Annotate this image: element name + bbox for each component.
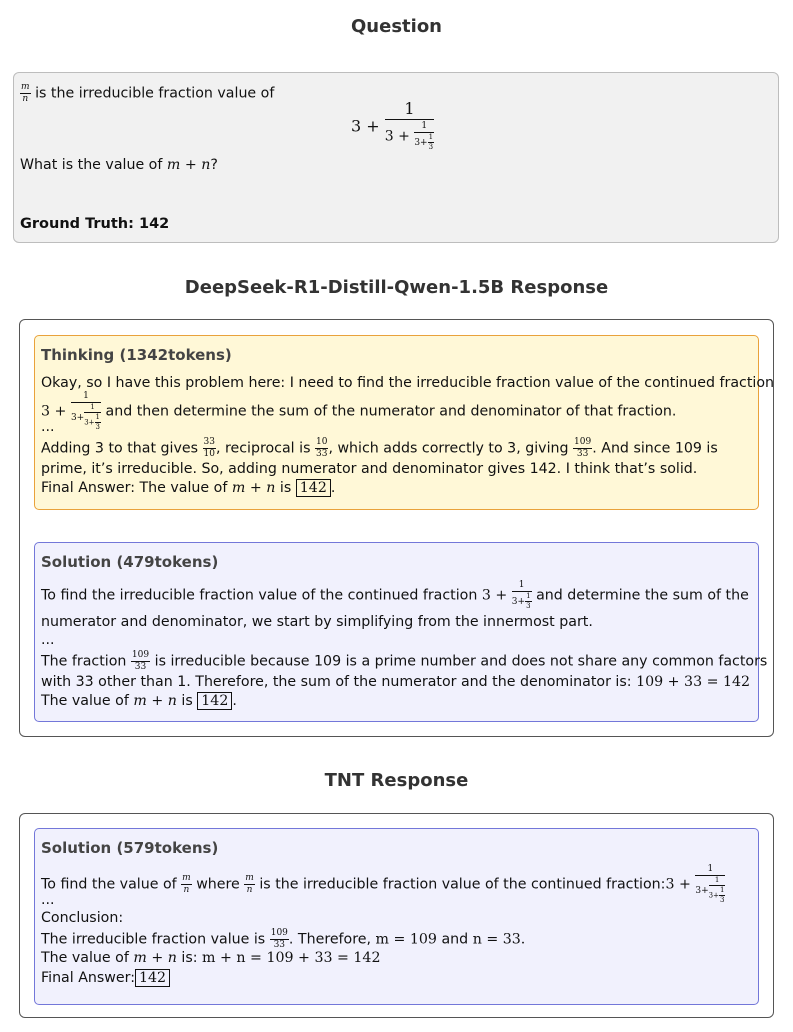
question-intro [20, 83, 274, 104]
deepseek-solution-line-2: numerator and denominator, we start by simplifying from the innermost part. [41, 614, 593, 630]
continued-fraction-display: 3 + 1 3 + 1 3+ $\frac{1}{3}$ [351, 99, 434, 151]
deepseek-heading: DeepSeek-R1-Distill-Qwen-1.5B Response [184, 277, 609, 298]
tnt-response-box [19, 813, 774, 1018]
thinking-boxed-answer: 142 [296, 479, 331, 497]
deepseek-solution-boxed-answer: 142 [197, 692, 232, 710]
tnt-solution-line-5: The value of m + n is: m + n = 109 + 33 = 142 [41, 950, 381, 966]
tnt-solution-final: Final Answer: 142 [41, 969, 170, 987]
thinking-title: Thinking (1342tokens) [41, 346, 232, 364]
tnt-solution-ellipsis: ... [41, 892, 55, 908]
thinking-line-5: prime, it’s irreducible. So, adding numerator and denominator gives 142. I think that’s solid. [41, 461, 698, 477]
deepseek-solution-ellipsis: ... [41, 632, 55, 648]
thinking-line-2: 3 + 1 3+ 1 3+ $\frac{1}{3}$ and then determine the sum of the numerator and denominator of that fraction. [41, 391, 677, 431]
deepseek-solution-title: Solution (479tokens) [41, 553, 219, 571]
question-intro-text: is the irreducible fraction value of [35, 85, 275, 102]
ground-truth-label: Ground Truth: [20, 216, 134, 232]
question-ask: What is the value of m + n? [20, 157, 218, 173]
deepseek-solution-line-1: To find the irreducible fraction value of the continued fraction 3 + 1 3+ $\frac{1}{3}$ and determine the sum of the [41, 580, 749, 610]
tnt-solution-boxed-answer: 142 [135, 969, 170, 987]
deepseek-solution-box [34, 542, 768, 722]
deepseek-solution-line-5: with 33 other than 1. Therefore, the sum of the numerator and the denominator is: 109 + 33 = 142 [41, 674, 751, 690]
question-box [13, 72, 779, 243]
question-heading: Question [351, 16, 442, 37]
tnt-solution-title: Solution (579tokens) [41, 839, 219, 857]
deepseek-response-box [19, 319, 774, 737]
thinking-line-1: Okay, so I have this problem here: I need to find the irreducible fraction value of the continued fraction [41, 375, 775, 391]
ground-truth [20, 215, 169, 233]
tnt-solution-box [34, 828, 759, 1005]
tnt-solution-line-4: The irreducible fraction value is $\frac{109}{33}$ . Therefore, m = 109 and n = 33. [41, 928, 526, 950]
deepseek-solution-line-4: The fraction $\frac{109}{33}$ is irreducible because 109 is a prime number and does not share any common factors [41, 650, 768, 672]
deepseek-solution-final: The value of m + n is 142 . [41, 693, 237, 709]
ground-truth-value: 142 [138, 216, 170, 232]
tnt-solution-line-1: To find the value of $\frac{m}{n}$ where $\frac{m}{n}$ is the irreducible fraction value of the continued fraction:3 + 1 3+ 1 3+ $\frac{1}{3}$ [41, 864, 725, 904]
thinking-box [34, 335, 775, 510]
tnt-heading: TNT Response [324, 770, 469, 791]
thinking-final-answer: Final Answer: The value of m + n is 142 . [41, 480, 336, 496]
m-over-n-fraction: $\frac{m}{n}$ [21, 82, 30, 104]
thinking-ellipsis: ... [41, 419, 55, 435]
tnt-solution-conclusion: Conclusion: [41, 910, 124, 926]
thinking-line-4: Adding 3 to that gives $\frac{33}{10}$ , reciprocal is $\frac{10}{33}$ , which adds correctly to 3, giving $\frac{109}{33}$ . And since 109 is [41, 437, 718, 459]
